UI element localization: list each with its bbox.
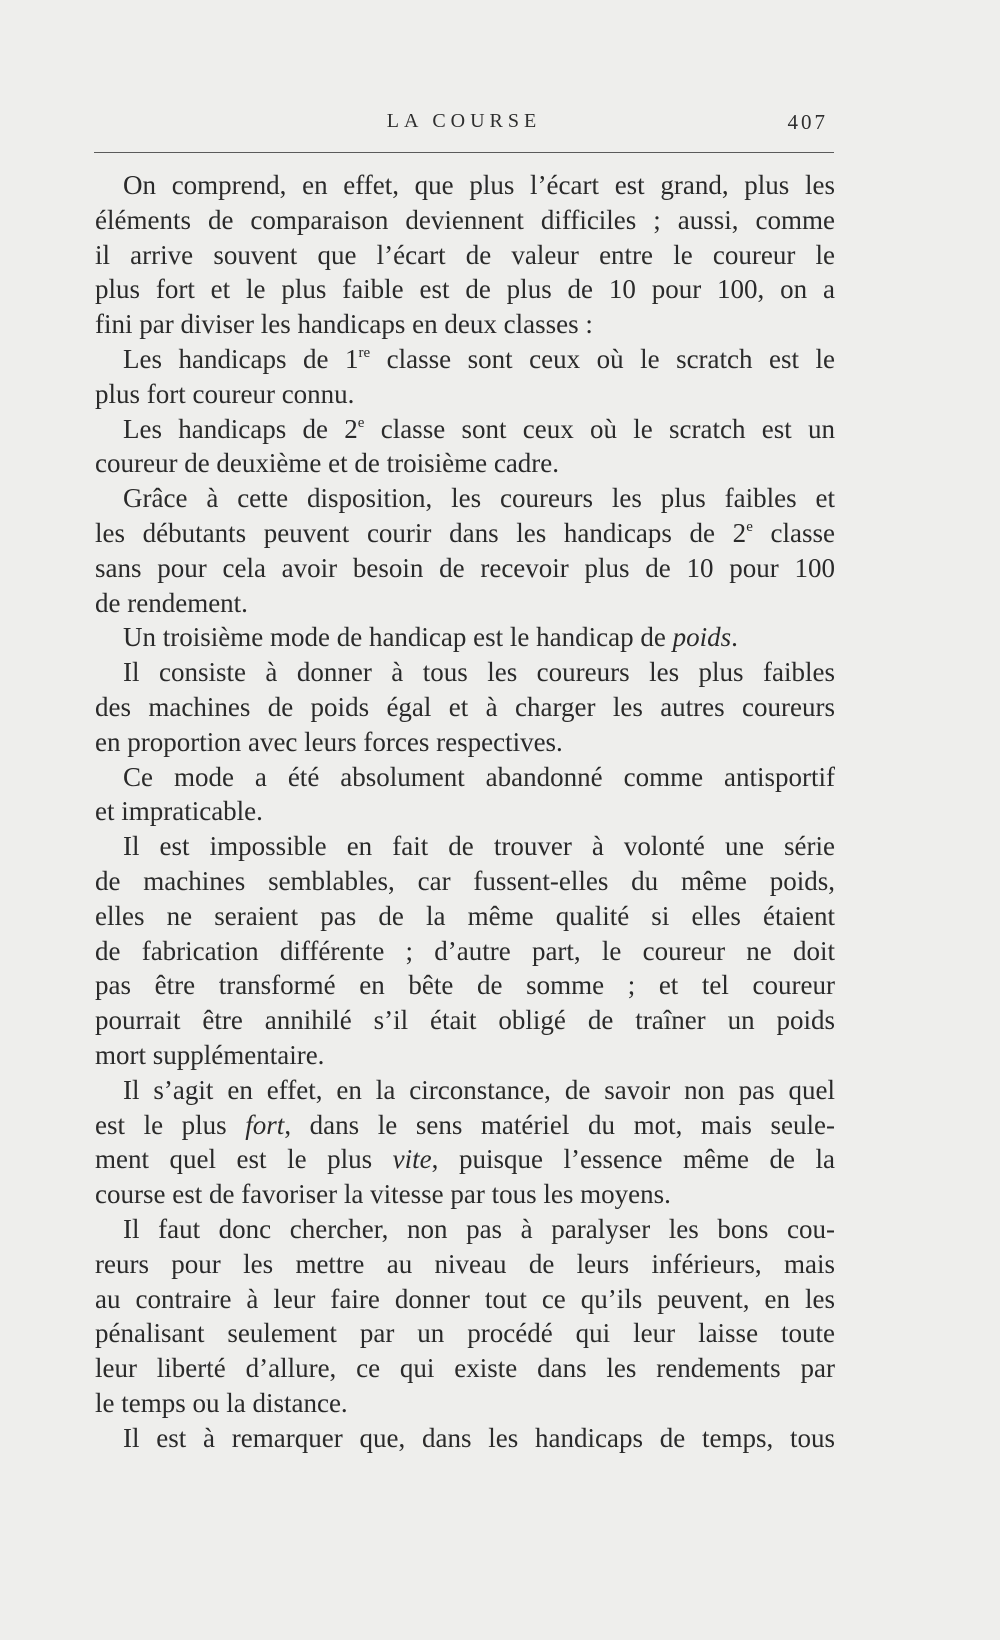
text-line: Grâce à cette disposition, les coureurs les plus faibles et: [123, 483, 835, 514]
text-line: Les handicaps de 2e classe sont ceux où le scratch est un: [123, 413, 836, 444]
paragraph: [95, 1421, 835, 1456]
text-line: le temps ou la distance.: [95, 1387, 348, 1418]
text-line: pas être transformé en bête de somme ; et tel coureur: [95, 970, 835, 1001]
text-line: et impraticable.: [95, 796, 263, 827]
paragraph: [95, 481, 835, 620]
text-line: de fabrication différente ; d’autre part, le coureur ne doit: [95, 935, 835, 966]
text-line: pourrait être annihilé s’il était obligé de traîner un poids: [95, 1005, 835, 1036]
text-line: reurs pour les mettre au niveau de leurs inférieurs, mais: [95, 1248, 835, 1279]
text-line: fini par diviser les handicaps en deux classes :: [95, 309, 593, 340]
running-title: LA COURSE: [386, 110, 542, 132]
body-text: [95, 168, 835, 1455]
text-line: leur liberté d’allure, ce qui existe dans les rendements par: [95, 1353, 835, 1384]
text-line: sans pour cela avoir besoin de recevoir plus de 10 pour 100: [95, 552, 835, 583]
text-line: plus fort et le plus faible est de plus de 10 pour 100, on a: [95, 274, 835, 305]
paragraph: [95, 1212, 835, 1421]
paragraph: [95, 655, 835, 759]
paragraph: [95, 760, 835, 830]
text-line: Il consiste à donner à tous les coureurs les plus faibles: [123, 657, 835, 688]
page-header: [94, 106, 834, 146]
text-line: coureur de deuxième et de troisième cadre.: [95, 448, 560, 479]
text-line: On comprend, en effet, que plus l’écart est grand, plus les: [123, 170, 835, 200]
text-line: il arrive souvent que l’écart de valeur entre le coureur le: [95, 239, 835, 270]
paragraph: [95, 1073, 835, 1212]
text-line: plus fort coureur connu.: [95, 378, 355, 409]
text-line: pénalisant seulement par un procédé qui leur laisse toute: [95, 1318, 835, 1349]
text-line: Ce mode a été absolument abandonné comme antisportif: [123, 761, 835, 792]
text-line: Il est à remarquer que, dans les handicaps de temps, tous: [123, 1422, 835, 1453]
paragraph: [95, 342, 835, 412]
text-line: mort supplémentaire.: [95, 1039, 325, 1070]
text-line: de machines semblables, car fussent-elles du même poids,: [95, 865, 835, 896]
text-line: de rendement.: [95, 587, 248, 618]
text-line: Il s’agit en effet, en la circonstance, de savoir non pas quel: [123, 1074, 835, 1105]
text-line: en proportion avec leurs forces respectives.: [95, 726, 563, 757]
text-line: Il faut donc chercher, non pas à paralyser les bons cou-: [123, 1213, 835, 1244]
paragraph: [95, 412, 835, 482]
page-number: 407: [787, 110, 828, 134]
header-rule: [94, 152, 834, 153]
text-line: les débutants peuvent courir dans les handicaps de 2e classe: [95, 517, 835, 548]
text-line: elles ne seraient pas de la même qualité si elles étaient: [95, 900, 835, 931]
text-line: course est de favoriser la vitesse par tous les moyens.: [95, 1179, 671, 1210]
paragraph: [95, 620, 835, 655]
paragraph: [95, 829, 835, 1073]
text-line: au contraire à leur faire donner tout ce qu’ils peuvent, en les: [95, 1283, 835, 1314]
text-line: ment quel est le plus vite, puisque l’essence même de la: [95, 1144, 835, 1175]
text-line: Il est impossible en fait de trouver à volonté une série: [123, 831, 835, 862]
text-line: des machines de poids égal et à charger les autres coureurs: [95, 691, 835, 722]
text-line: éléments de comparaison deviennent difficiles ; aussi, comme: [95, 204, 835, 235]
text-line: Les handicaps de 1re classe sont ceux où le scratch est le: [123, 343, 836, 374]
text-line: est le plus fort, dans le sens matériel du mot, mais seule-: [95, 1109, 835, 1140]
paragraph: [95, 168, 835, 342]
text-line: Un troisième mode de handicap est le handicap de poids.: [123, 622, 738, 653]
